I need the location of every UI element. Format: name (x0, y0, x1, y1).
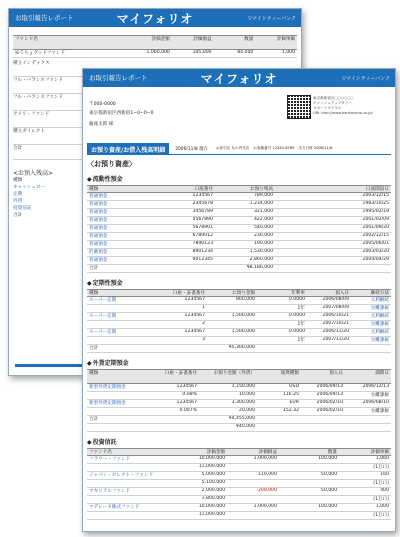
statement-band (87, 143, 391, 155)
foreign-row-cell (87, 392, 153, 399)
foreign-row-cell: 1234567 (176, 400, 197, 405)
col-type: 種類 (89, 291, 99, 296)
trust-row (87, 504, 391, 512)
statement-branch: お取引店 丸の内支店 (215, 146, 250, 150)
liquid-row-cell: 普通預金 (89, 258, 108, 263)
liquid-row-cell: 5678901 (192, 225, 213, 230)
liquid-row-cell: 普通預金 (89, 234, 108, 239)
foreign-row (87, 392, 391, 400)
liquid-total-row (87, 265, 391, 273)
trust-row-cell: 50,000 (320, 472, 337, 477)
foreign-row-cell: USD (289, 384, 299, 389)
trust-row-cell: 11,000,000 (198, 464, 225, 469)
back-sub-item: 種類 (13, 178, 23, 183)
liquid-row-cell: 2001/02/09 (362, 217, 389, 222)
fixed-total-value: ¥5,300,000 (228, 345, 255, 350)
bank-info-line: 東京都新宿区○○○○○○ (313, 96, 354, 100)
trust-row-cell: -200,000 (256, 488, 277, 493)
trust-row-cell (227, 496, 279, 503)
liquid-row (87, 193, 391, 201)
liquid-row-cell: 2003/12/15 (362, 193, 389, 198)
fixed-row-cell: 2006/10/21 (322, 313, 349, 318)
trust-row (87, 464, 391, 472)
trust-row-cell (87, 480, 175, 487)
fixed-row (87, 297, 391, 305)
col-account: 口座・証書番号 (164, 371, 197, 376)
fixed-row (87, 305, 391, 313)
col-account: 口座番号 (194, 187, 213, 192)
col-value: 評価金額 (206, 450, 225, 455)
back-sub-heading: <お預入残高> (13, 170, 54, 177)
foreign-deposit-table (87, 369, 391, 432)
trust-row-cell (279, 464, 339, 471)
trust-row-cell (87, 496, 175, 503)
back-first-value: 1,060,000 (146, 50, 170, 55)
investment-trust-table (87, 448, 391, 520)
trust-row-cell (227, 464, 279, 471)
foreign-row-cell: 2006/08/10 (362, 400, 389, 405)
trust-row-cell: 1,000,000 (253, 504, 277, 509)
liquid-row-cell: 9012345 (192, 257, 213, 262)
trust-row-cell: 1,000 (375, 504, 389, 509)
back-col-unit: 評価単価 (276, 37, 296, 42)
fixed-row-cell: 分離課税 (370, 306, 389, 311)
col-rate: 年利率 (291, 291, 305, 296)
col-deposit-date: 預入日 (335, 291, 349, 296)
trust-row (87, 496, 391, 504)
fixed-row-cell: スーパー定期 (89, 298, 117, 303)
liquid-row-cell: 1,234,000 (249, 201, 273, 206)
col-unit: 評価単価 (370, 450, 389, 455)
statement-date: 2006/11/8 現在 (175, 146, 208, 152)
liquid-row-cell: 190,000 (254, 241, 273, 246)
back-header (9, 9, 301, 27)
trust-row-cell (227, 480, 279, 487)
fixed-row-cell (87, 321, 157, 328)
foreign-row-cell: 2006/12/13 (362, 384, 389, 389)
fixed-row-cell: スーパー定期 (89, 314, 117, 319)
fixed-row-cell: 800,000 (236, 297, 255, 302)
fixed-row-cell: 1年 (297, 338, 305, 343)
back-sub-item: 合計 (13, 213, 23, 218)
trust-row-cell: (1万口) (373, 497, 389, 502)
foreign-row-cell: 152.32 (282, 408, 299, 413)
fixed-row-cell: 分離課税 (370, 338, 389, 343)
trust-row (87, 512, 391, 520)
liquid-row-cell: 6789012 (192, 233, 213, 238)
foreign-row-cell: 分離課税 (370, 409, 389, 414)
trust-row-cell: マデレーヌ株式ファンド (89, 505, 140, 510)
foreign-total-label: 合計 (89, 417, 99, 422)
liquid-row-cell: 普通預金 (89, 202, 108, 207)
liquid-row-cell: 230,000 (254, 233, 273, 238)
trust-row-cell: (1万口) (373, 465, 389, 470)
foreign-total-value: ¥4,455,000 (228, 416, 255, 421)
statement-code: お客様番号 12345-6789 (253, 146, 295, 150)
fixed-row (87, 337, 391, 345)
trust-row-cell: 11,000,000 (198, 512, 225, 517)
foreign-deposit-heading: ◆ 外貨定期預金 (87, 358, 395, 367)
foreign-row-cell: 新型外貨定期預金 (89, 401, 126, 406)
fixed-row-cell: 1年 (297, 322, 305, 327)
trust-row-cell: 10,000,000 (198, 504, 225, 509)
trust-row-cell: 100,000 (318, 504, 337, 509)
liquid-row (87, 217, 391, 225)
bank-info-line: サポートダイヤル (313, 106, 342, 110)
fixed-row-cell (207, 337, 257, 344)
trust-row-cell (87, 512, 175, 519)
back-first-pl: 145,000 (192, 50, 212, 55)
foreign-row-cell: 3,300,000 (231, 400, 255, 405)
trust-table-header (87, 448, 391, 456)
col-currency: 通貨種類 (280, 371, 299, 376)
back-col-value: 評価金額 (151, 37, 170, 42)
trust-row-cell: ジャパン・セレクト・ファンド (89, 473, 154, 478)
trust-row (87, 480, 391, 488)
liquid-row-cell: 8901234 (192, 249, 213, 254)
fixed-row-cell: 2007/08/09 (322, 305, 349, 310)
trust-row-cell: 10,000,000 (198, 456, 225, 461)
liquid-row-cell: 321,000 (254, 209, 273, 214)
back-sub-item: キャッシュロー (13, 185, 46, 190)
fixed-row-cell: 元利継続 (370, 298, 389, 303)
front-title: マイフォリオ (200, 72, 278, 86)
fixed-row-cell (207, 305, 257, 312)
liquid-total-value: ¥8,186,000 (246, 265, 273, 270)
fixed-row-cell: 2006/11/20 (322, 329, 349, 334)
front-report-page (82, 68, 396, 532)
liquid-row-cell: 1234567 (192, 193, 213, 198)
foreign-row (87, 400, 391, 408)
fixed-row-cell: 0.0000 (288, 329, 305, 334)
foreign-row-cell: 0.007% (179, 408, 197, 413)
trust-row-cell (87, 464, 175, 471)
back-first-unit: 1,000 (281, 50, 296, 55)
trust-row-cell: フラワー・ファンド (89, 457, 131, 462)
col-type: 種類 (89, 371, 99, 376)
fixed-row (87, 313, 391, 321)
postal-code: 〒000-0000 (89, 102, 116, 107)
trust-row-cell (227, 512, 279, 519)
fixed-deposit-heading: ◆ 定期性預金 (87, 278, 395, 287)
fixed-row-cell: 3 (202, 337, 205, 342)
front-header (83, 69, 395, 87)
liquid-row-cell: 789,000 (254, 193, 273, 198)
liquid-row-cell: 普通預金 (89, 210, 108, 215)
col-maturity: 満期日 (375, 371, 389, 376)
trust-row-cell (279, 480, 339, 487)
back-sub-item: 定期 (13, 192, 23, 197)
foreign-total-row (87, 416, 391, 424)
trust-row-cell (279, 512, 339, 519)
liquid-row-cell: 2345678 (192, 201, 213, 206)
col-renewal: 継続方法 (370, 291, 389, 296)
col-open-date: 口座開設日 (366, 187, 389, 192)
fixed-row-cell: 1年 (297, 306, 305, 311)
col-amount-fx: お預り金額（外貨） (213, 371, 255, 376)
back-left-item: アメリ・ファンド (13, 111, 297, 128)
fixed-row-cell (87, 337, 157, 344)
back-left-item: フル・バランスファンド (13, 77, 297, 94)
foreign-row (87, 408, 391, 416)
back-col-pl: 評価損益 (193, 37, 212, 42)
col-pl: 評価損益 (258, 450, 277, 455)
fixed-row (87, 321, 391, 329)
foreign-row-cell: 0.08% (182, 392, 197, 397)
trust-row-cell: 5,000,000 (201, 472, 225, 477)
back-first-fund: ゆうちょグッドファンド (15, 51, 66, 56)
trust-row-cell (279, 496, 339, 503)
investment-trust-heading: ◆ 投資信託 (87, 437, 395, 446)
back-left-item: 積立インデックス (13, 60, 297, 77)
col-type: 種類 (89, 187, 99, 192)
liquid-row-cell: 貯蓄預金 (89, 250, 108, 255)
fixed-row-cell: 1234567 (184, 329, 205, 334)
liquid-row-cell: 422,000 (254, 217, 273, 222)
liquid-row (87, 225, 391, 233)
liquid-row-cell: 2001/09/20 (362, 225, 389, 230)
trust-row-cell: 400 (380, 488, 389, 493)
trust-row-cell: 5,100,000 (201, 480, 225, 485)
foreign-row-cell: 1234567 (176, 384, 197, 389)
fixed-row-cell: 1234567 (184, 297, 205, 302)
liquid-row-cell: 普通預金 (89, 242, 108, 247)
liquid-row-cell: 普通預金 (89, 194, 108, 199)
fixed-row-cell: 元利継続 (370, 330, 389, 335)
back-first-row (13, 50, 297, 58)
fixed-row-cell (207, 321, 257, 328)
statement-print-date: 出力日時 2006/11/8 (298, 146, 333, 150)
back-left-item: フル・バランスファンド (13, 94, 297, 111)
trust-row (87, 456, 391, 464)
fixed-row-cell: 2006/08/09 (322, 297, 349, 302)
customer-name: 銀座太郎 様 (89, 122, 114, 127)
statement-title: お預り資産/お借入残高明細 (87, 143, 169, 154)
trust-row-cell: 1,060 (375, 456, 389, 461)
foreign-row-cell: 2006/02/10 (316, 400, 343, 405)
col-fund: ファンド名 (89, 450, 112, 455)
liquid-row (87, 233, 391, 241)
foreign-total-row-2 (87, 424, 391, 432)
back-title: マイフォリオ (116, 12, 194, 26)
liquid-row (87, 241, 391, 249)
col-deposit-date: 預入日 (329, 371, 343, 376)
foreign-row-cell: 20,000 (238, 408, 255, 413)
back-brand: ▽マイシティーバンク (248, 16, 296, 22)
liquid-row-cell: 普通預金 (89, 218, 108, 223)
foreign-row-cell: 2006/09/13 (316, 392, 343, 397)
trust-row-cell: 1,800,000 (201, 496, 225, 501)
liquid-row-cell: 540,000 (254, 225, 273, 230)
col-account: 口座・証書番号 (172, 291, 205, 296)
liquid-row-cell: 1,530,000 (249, 249, 273, 254)
foreign-row-cell: 116.25 (282, 392, 299, 397)
liquid-row-cell: 2003/03/20 (362, 249, 389, 254)
liquid-row-cell: 7890123 (192, 241, 213, 246)
foreign-row-cell: 2006/09/13 (316, 384, 343, 389)
fixed-total-row (87, 345, 391, 353)
liquid-table-header (87, 185, 391, 193)
trust-row-cell: (1万口) (373, 513, 389, 518)
liquid-deposit-table (87, 185, 391, 273)
trust-row-cell: 2,000,000 (201, 488, 225, 493)
foreign-table-header (87, 369, 391, 384)
fixed-row-cell: 分離課税 (370, 322, 389, 327)
liquid-row-cell: 普通預金 (89, 226, 108, 231)
fixed-row-cell: 2 (202, 321, 205, 326)
fixed-row-cell: 1234567 (184, 313, 205, 318)
liquid-row-cell: 1995/02/19 (362, 209, 389, 214)
back-col-fund: ファンド名 (15, 37, 38, 42)
fixed-row-cell: 1,500,000 (231, 313, 255, 318)
liquid-row-cell: 2,860,000 (249, 257, 273, 262)
fixed-row (87, 329, 391, 337)
trust-row (87, 488, 391, 496)
trust-row (87, 472, 391, 480)
foreign-total-value-2: ¥40,000 (236, 424, 255, 429)
address: 東京都新宿区西新宿1−0−0−0 (89, 111, 154, 116)
trust-row-cell: マキリアルファンド (89, 489, 131, 494)
col-qty: 数量 (327, 450, 337, 455)
trust-row-cell: 100,000 (318, 456, 337, 461)
foreign-row-cell: 2006/02/10 (316, 408, 343, 413)
fixed-row-cell: 0.0000 (288, 313, 305, 318)
liquid-deposit-heading: ◆ 流動性預金 (87, 174, 395, 183)
liquid-row (87, 201, 391, 209)
liquid-row-cell: 2004/04/29 (362, 257, 389, 262)
liquid-row-cell: 2002/12/15 (362, 233, 389, 238)
liquid-row-cell: 2005/06/01 (362, 241, 389, 246)
fixed-row-cell: 0.0000 (288, 297, 305, 302)
trust-row-cell: 50,000 (320, 488, 337, 493)
foreign-row (87, 384, 391, 392)
fixed-total-label: 合計 (89, 346, 99, 351)
back-first-qty: 84,000 (237, 50, 254, 55)
fixed-deposit-table (87, 289, 391, 353)
back-table-header (13, 35, 297, 50)
front-kicker: お取引報告レポート (89, 74, 148, 82)
assets-heading: 〈お預り資産〉 (87, 160, 136, 168)
foreign-row-cell: 1,150,000 (231, 384, 255, 389)
fixed-row-cell: 1 (202, 305, 205, 310)
back-col-qty: 数量 (244, 37, 254, 42)
liquid-total-label: 合計 (89, 266, 99, 271)
col-amount: お預り金額 (232, 291, 255, 296)
liquid-row-cell: 4567890 (192, 217, 213, 222)
bank-info-line: キャッシュアップタワー (313, 101, 352, 105)
bank-info-line: URL http://www.bankmania.co.jp/ (313, 111, 373, 115)
trust-row-cell: 1,000,000 (253, 456, 277, 461)
back-left-item: 積立ダイレクト (13, 128, 297, 145)
trust-row-cell: 110,000 (258, 472, 277, 477)
back-kicker: お取引報告レポート (15, 14, 74, 22)
foreign-row-cell (87, 408, 153, 415)
trust-row-cell: 160 (380, 472, 389, 477)
fixed-row-cell: 2007/10/21 (322, 321, 349, 326)
liquid-row (87, 257, 391, 265)
foreign-row-cell: 10,000 (238, 392, 255, 397)
liquid-row (87, 209, 391, 217)
foreign-row-cell: EUR (289, 400, 299, 405)
liquid-row-cell: 1983/10/25 (362, 201, 389, 206)
fixed-row-cell (87, 305, 157, 312)
foreign-row-cell: 分離課税 (370, 393, 389, 398)
back-sub-item: 外貨 (13, 199, 23, 204)
liquid-row (87, 249, 391, 257)
fixed-row-cell: 1,500,000 (231, 329, 255, 334)
fixed-row-cell: 2007/11/20 (322, 337, 349, 342)
trust-row-cell: (1万口) (373, 481, 389, 486)
liquid-row-cell: 3456789 (192, 209, 213, 214)
fixed-table-header (87, 289, 391, 297)
back-left-item: 合計 (13, 145, 297, 160)
qr-code-icon (287, 95, 311, 119)
back-sub-item: 投資信託 (13, 206, 32, 211)
fixed-row-cell: 元利継続 (370, 314, 389, 319)
fixed-row-cell: スーパー定期 (89, 330, 117, 335)
front-brand: ▽マイシティーバンク (342, 76, 390, 82)
foreign-row-cell: 新型外貨定期預金 (89, 385, 126, 390)
col-balance: お預り残高 (250, 187, 273, 192)
